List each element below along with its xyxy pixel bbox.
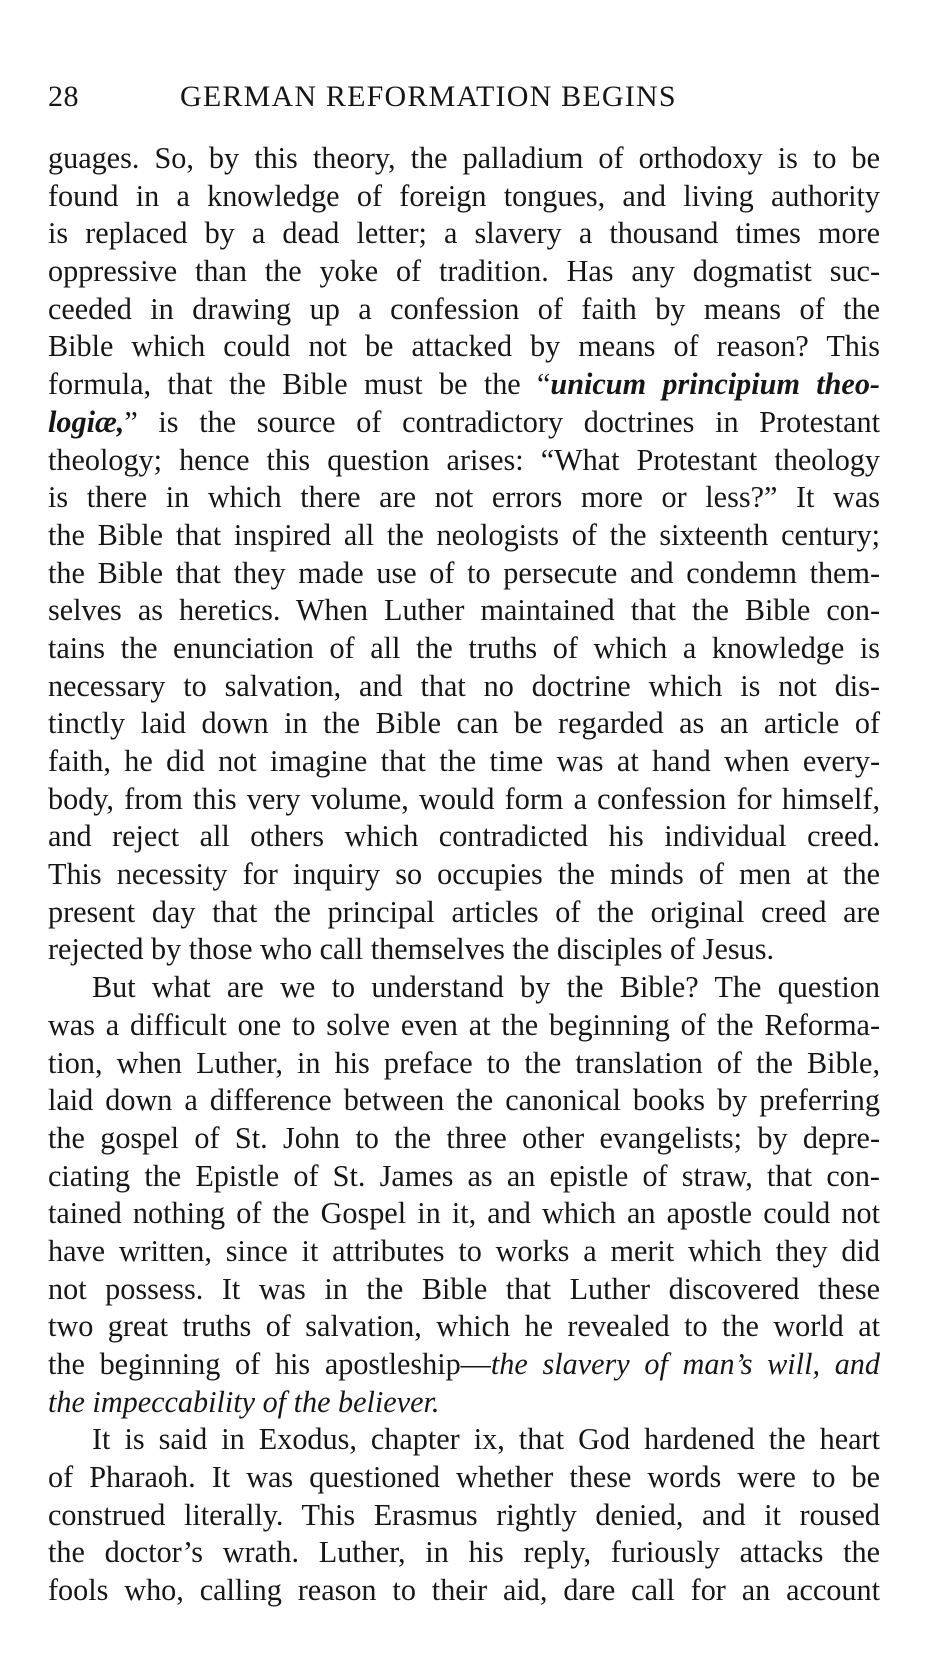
text-line: oppressive than the yoke of tradition. Has any dogmatist suc- <box>48 254 880 289</box>
text-line: is there in which there are not errors more or less?” It was <box>48 480 880 515</box>
text-line: not possess. It was in the Bible that Luther discovered these <box>48 1271 880 1306</box>
text-line: tinctly laid down in the Bible can be regarded as an article of <box>48 706 880 741</box>
text-line: of Pharaoh. It was questioned whether these words were to be <box>48 1460 880 1495</box>
text-line: ciating the Epistle of St. James as an epistle of straw, that con- <box>48 1158 880 1193</box>
text-line: and reject all others which contradicted his individual creed. <box>48 819 880 854</box>
text-line: It is said in Exodus, chapter ix, that God hardened the heart <box>92 1422 880 1457</box>
text-line: fools who, calling reason to their aid, dare call for an account <box>48 1573 880 1608</box>
text-line: guages. So, by this theory, the palladium of orthodoxy is to be <box>48 141 880 175</box>
text-line: the gospel of St. John to the three other evangelists; by depre- <box>48 1120 880 1155</box>
text-line: theology; hence this question arises: “What Protestant theology <box>48 442 880 477</box>
text-line: the Bible that inspired all the neologists of the sixteenth century; <box>48 517 880 552</box>
text-line: selves as heretics. When Luther maintained that the Bible con- <box>48 593 880 628</box>
text-line: tained nothing of the Gospel in it, and which an apostle could not <box>48 1196 880 1231</box>
text-line <box>48 366 880 404</box>
page-header <box>48 72 880 122</box>
text-line: the impeccability of the believer. <box>48 1384 440 1419</box>
text-line <box>48 404 880 442</box>
text-line: tion, when Luther, in his preface to the translation of the Bible, <box>48 1045 880 1080</box>
text-line: the Bible that they made use of to persecute and condemn them- <box>48 555 880 590</box>
text-line: faith, he did not imagine that the time was at hand when every- <box>48 744 880 778</box>
text-line: necessary to salvation, and that no doctrine which is not dis- <box>48 668 880 703</box>
body-text <box>48 140 880 1610</box>
text-line <box>48 1346 880 1384</box>
text-line: is replaced by a dead letter; a slavery a thousand times more <box>48 216 880 251</box>
text-line: present day that the principal articles of the original creed are <box>48 894 880 929</box>
text-line: found in a knowledge of foreign tongues, and living authority <box>48 178 880 213</box>
text-line: This necessity for inquiry so occupies the minds of men at the <box>48 857 880 892</box>
text-line: rejected by those who call themselves the disciples of Jesus. <box>48 932 774 967</box>
text-line: tains the enunciation of all the truths of which a knowledge is <box>48 630 880 665</box>
text-line: But what are we to understand by the Bible? The question <box>92 970 880 1005</box>
text-line: ceeded in drawing up a confession of faith by means of the <box>48 291 880 326</box>
text-line: two great truths of salvation, which he revealed to the world at <box>48 1309 880 1344</box>
paragraph-2 <box>48 969 880 1421</box>
text-line: have written, since it attributes to works a merit which they did <box>48 1233 880 1268</box>
latin-phrase: unicum principium theo- <box>550 367 880 402</box>
page-number: 28 <box>48 80 79 113</box>
text-segment: ” is the source of contradictory doctrines in Protestant <box>124 404 880 439</box>
latin-phrase-end: logiæ, <box>48 404 125 439</box>
emphasized-phrase: the slavery of man’s will, and <box>490 1347 880 1381</box>
text-line: construed literally. This Erasmus rightly denied, and it roused <box>48 1497 880 1532</box>
paragraph-1 <box>48 140 880 969</box>
text-line: laid down a difference between the canonical books by preferring <box>48 1083 880 1118</box>
paragraph-3 <box>48 1421 880 1609</box>
text-line: body, from this very volume, would form a confession for himself, <box>48 781 880 816</box>
text-line: Bible which could not be attacked by means of reason? This <box>48 329 880 364</box>
text-line: the doctor’s wrath. Luther, in his reply, furiously attacks the <box>48 1535 880 1570</box>
running-head: GERMAN REFORMATION BEGINS <box>180 80 677 113</box>
text-segment: the beginning of his apostleship— <box>48 1347 491 1381</box>
text-segment: formula, that the Bible must be the “ <box>48 367 551 402</box>
text-line: was a difficult one to solve even at the beginning of the Reforma- <box>48 1007 880 1042</box>
